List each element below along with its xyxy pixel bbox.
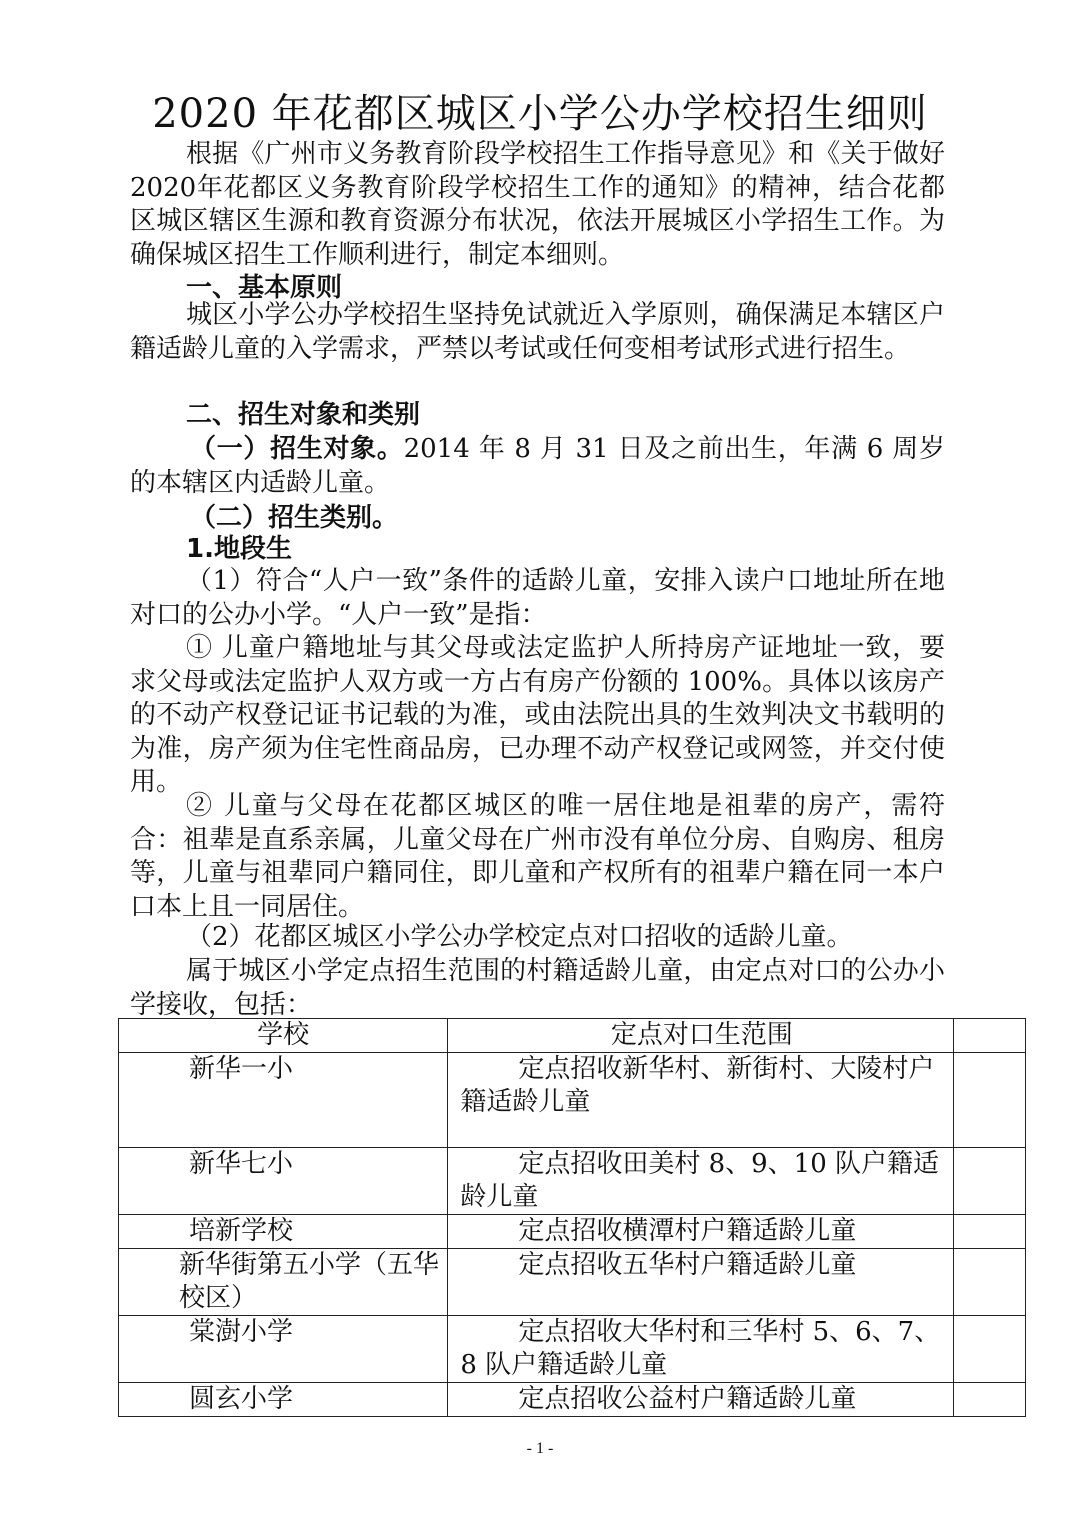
school-name: 培新学校 bbox=[119, 1215, 448, 1249]
table-row bbox=[119, 1148, 1026, 1215]
admission-table bbox=[118, 1018, 1026, 1417]
school-name: 圆玄小学 bbox=[119, 1383, 448, 1417]
blank-cell bbox=[954, 1215, 1026, 1249]
table-header-row bbox=[119, 1019, 1026, 1053]
school-range: 定点招收横潭村户籍适龄儿童 bbox=[448, 1215, 954, 1249]
sub1-label: （一）招生对象。 bbox=[190, 434, 404, 464]
paragraph-1: （1）符合“人户一致”条件的适龄儿童，安排入读户口地址所在地对口的公办小学。“人户一致”是指： bbox=[130, 566, 945, 630]
header-range: 定点对口生范围 bbox=[448, 1019, 954, 1053]
paragraph-5: 属于城区小学定点招生范围的村籍适龄儿童，由定点对口的公办小学接收，包括： bbox=[130, 956, 945, 1020]
paragraph-3: ② 儿童与父母在花都区城区的唯一居住地是祖辈的房产，需符合：祖辈是直系亲属，儿童父母在广州市没有单位分房、自购房、租房等，儿童与祖辈同户籍同住，即儿童和产权所有的祖辈户籍在同一本户口本上且一同居住。 bbox=[130, 791, 945, 922]
blank-cell bbox=[954, 1316, 1026, 1383]
school-range: 定点招收新华村、新街村、大陵村户籍适龄儿童 bbox=[448, 1053, 954, 1148]
document-title: 2020 年花都区城区小学公办学校招生细则 bbox=[152, 91, 928, 137]
school-range: 定点招收大华村和三华村 5、6、7、8 队户籍适龄儿童 bbox=[448, 1316, 954, 1383]
blank-cell bbox=[954, 1148, 1026, 1215]
table-row bbox=[119, 1215, 1026, 1249]
table-row bbox=[119, 1316, 1026, 1383]
table-row bbox=[119, 1053, 1026, 1148]
header-blank bbox=[954, 1019, 1026, 1053]
school-name: 新华一小 bbox=[119, 1053, 448, 1148]
table-row bbox=[119, 1249, 1026, 1316]
blank-cell bbox=[954, 1053, 1026, 1148]
section1-body: 城区小学公办学校招生坚持免试就近入学原则，确保满足本辖区户籍适龄儿童的入学需求，严禁以考试或任何变相考试形式进行招生。 bbox=[130, 300, 945, 364]
paragraph-2: ① 儿童户籍地址与其父母或法定监护人所持房产证地址一致，要求父母或法定监护人双方或一方占有房产份额的 100%。具体以该房产的不动产权登记证书记载的为准，或由法院出具的生效判决文书载明的为准，房产须为住宅性商品房，已办理不动产权登记或网签，并交付使用。 bbox=[130, 633, 945, 797]
sub1-paragraph bbox=[130, 433, 945, 500]
school-name: 新华七小 bbox=[119, 1148, 448, 1215]
sub2-heading: （二）招生类别。 bbox=[190, 503, 399, 533]
intro-paragraph: 根据《广州市义务教育阶段学校招生工作指导意见》和《关于做好2020年花都区义务教育阶段学校招生工作的通知》的精神，结合花都区城区辖区生源和教育资源分布状况，依法开展城区小学招生工作。为确保城区招生工作顺利进行，制定本细则。 bbox=[130, 139, 945, 270]
section2-heading: 二、招生对象和类别 bbox=[186, 400, 421, 430]
paragraph-4: （2）花都区城区小学公办学校定点对口招收的适龄儿童。 bbox=[186, 922, 853, 952]
sub1-text: 2014 年 8 月 31 日及之前出生，年满 6 周岁的本辖区内适龄儿童。 bbox=[130, 434, 945, 498]
school-name: 棠澍小学 bbox=[119, 1316, 448, 1383]
item1-heading: 1.地段生 bbox=[186, 534, 292, 564]
school-range: 定点招收五华村户籍适龄儿童 bbox=[448, 1249, 954, 1316]
school-name: 新华街第五小学（五华校区） bbox=[119, 1249, 448, 1316]
blank-cell bbox=[954, 1383, 1026, 1417]
table-row bbox=[119, 1383, 1026, 1417]
section1-heading: 一、基本原则 bbox=[186, 273, 343, 303]
school-range: 定点招收公益村户籍适龄儿童 bbox=[448, 1383, 954, 1417]
page-number: - 1 - bbox=[526, 1440, 554, 1457]
header-school: 学校 bbox=[119, 1019, 448, 1053]
blank-cell bbox=[954, 1249, 1026, 1316]
school-range: 定点招收田美村 8、9、10 队户籍适龄儿童 bbox=[448, 1148, 954, 1215]
